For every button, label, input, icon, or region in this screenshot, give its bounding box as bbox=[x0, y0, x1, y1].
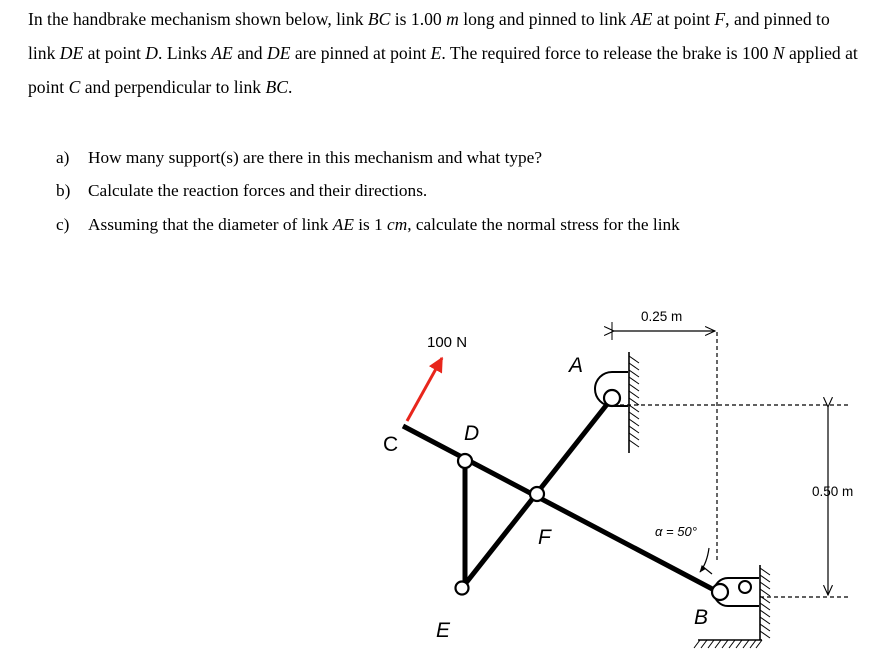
question-label: c) bbox=[56, 215, 70, 234]
pin-e bbox=[456, 582, 469, 595]
label-c: C bbox=[383, 433, 399, 456]
dimension-horizontal bbox=[612, 322, 715, 340]
pin-a bbox=[604, 390, 620, 406]
angle-indicator bbox=[700, 548, 712, 574]
label-e: E bbox=[436, 619, 451, 642]
label-d: D bbox=[464, 422, 480, 445]
link-bc bbox=[403, 426, 718, 592]
force-arrow bbox=[407, 358, 442, 421]
pin-d bbox=[458, 454, 472, 468]
question-text: Calculate the reaction forces and their directions. bbox=[88, 181, 428, 200]
angle-label: α = 50° bbox=[655, 524, 697, 539]
pin-f bbox=[530, 487, 544, 501]
question-label: a) bbox=[56, 148, 70, 167]
pin-b bbox=[712, 584, 728, 600]
label-f: F bbox=[538, 526, 551, 549]
question-text: How many support(s) are there in this mechanism and what type? bbox=[88, 148, 542, 167]
dimension-vertical-label: 0.50 m bbox=[812, 484, 854, 499]
wall-support-a bbox=[629, 352, 639, 453]
question-label: b) bbox=[56, 181, 71, 200]
problem-statement: In the handbrake mechanism shown below, link BC is 1.00 m long and pinned to link AE at point F, and pinned to link DE at point D. Links AE and DE are pinned at point E. The required force to release the brake is 100 N applied at point C and perpendicular to link BC. bbox=[28, 9, 858, 97]
label-b: B bbox=[694, 606, 709, 629]
label-a: A bbox=[569, 354, 584, 377]
dimension-horizontal-label: 0.25 m bbox=[641, 309, 683, 324]
force-label: 100 N bbox=[427, 334, 468, 351]
question-c: c) Assuming that the diameter of link AE is 1 cm, calculate the normal stress for the link bbox=[56, 213, 680, 237]
